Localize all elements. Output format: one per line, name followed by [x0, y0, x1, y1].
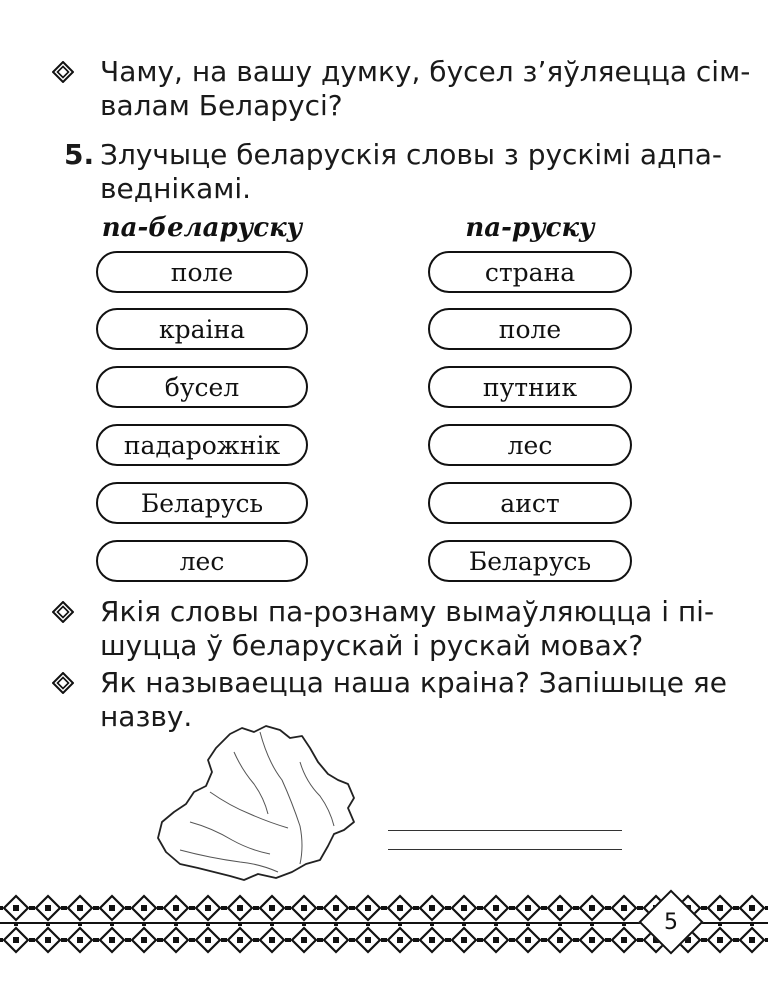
russian-word[interactable]: поле: [428, 308, 632, 350]
belarusian-word[interactable]: Беларусь: [96, 482, 308, 524]
page-number: 5: [664, 909, 678, 935]
belarusian-word[interactable]: бусел: [96, 366, 308, 408]
answer-line[interactable]: [388, 849, 622, 850]
question-2-line-1: Якія словы па-рознаму вымаўляюцца і пі-: [100, 595, 715, 628]
russian-word[interactable]: Беларусь: [428, 540, 632, 582]
russian-word[interactable]: аист: [428, 482, 632, 524]
task-5-line-1: Злучыце беларускія словы з рускімі адпа-: [100, 138, 723, 171]
diamond-bullet-icon: [52, 672, 74, 694]
belarusian-column-header: па-беларуску: [101, 213, 303, 243]
belarusian-word[interactable]: поле: [96, 251, 308, 293]
belarusian-word[interactable]: краіна: [96, 308, 308, 350]
question-1-line-1: Чаму, на вашу думку, бусел з’яўляецца сім-: [100, 55, 751, 88]
question-3-line-2: назву.: [100, 700, 193, 733]
diamond-bullet-icon: [52, 601, 74, 623]
russian-word[interactable]: лес: [428, 424, 632, 466]
answer-line[interactable]: [388, 830, 622, 831]
belarus-map-icon: [150, 722, 365, 890]
belarusian-word[interactable]: лес: [96, 540, 308, 582]
diamond-bullet-icon: [52, 61, 74, 83]
task-5-line-2: веднікамі.: [100, 172, 252, 205]
question-2-line-2: шуцца ў беларускай і рускай мовах?: [100, 629, 644, 662]
question-3-line-1: Як называецца наша краіна? Запішыце яе: [100, 666, 727, 699]
russian-word[interactable]: страна: [428, 251, 632, 293]
task-number: 5.: [64, 138, 95, 171]
russian-word[interactable]: путник: [428, 366, 632, 408]
russian-column-header: па-руску: [465, 213, 595, 243]
question-1-line-2: валам Беларусі?: [100, 89, 343, 122]
belarusian-word[interactable]: падарожнік: [96, 424, 308, 466]
